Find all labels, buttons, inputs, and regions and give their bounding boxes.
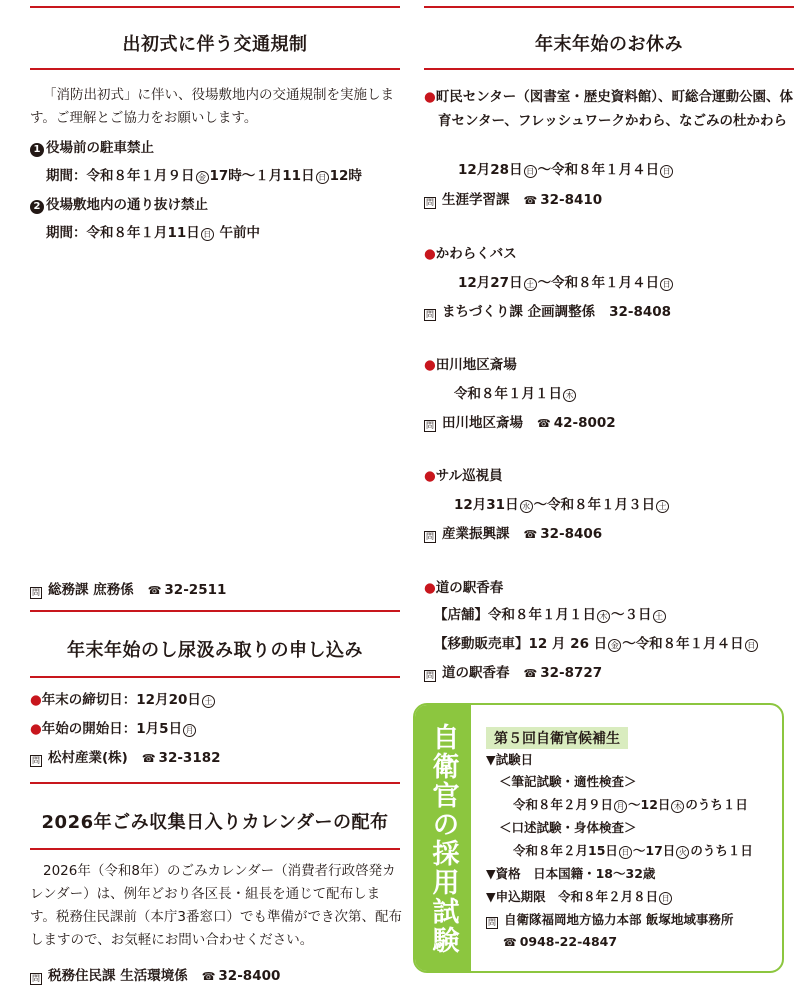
phone-number: ☎ 32-8400	[202, 966, 281, 987]
divider	[30, 6, 400, 8]
bullet-icon: ●	[424, 246, 436, 262]
sdf-title: 第５回自衛官候補生	[486, 727, 628, 749]
weekday-badge: 月	[183, 724, 196, 737]
bullet-icon: ●	[30, 692, 42, 708]
weekday-badge: 木	[597, 610, 610, 623]
divider	[30, 676, 400, 678]
divider	[30, 68, 400, 70]
nightsoil-title: 年末年始のし尿汲み取りの申し込み	[67, 640, 363, 661]
weekday-badge: 木	[563, 389, 576, 402]
phone-number: ☎ 32-2511	[148, 580, 227, 601]
weekday-badge: 火	[676, 846, 689, 859]
weekday-badge: 日	[201, 228, 214, 241]
block5-contact: 問 道の駅香春☎ 32-8727	[424, 663, 602, 684]
traffic-title: 出初式に伴う交通規制	[122, 34, 308, 55]
sdf-written-label: ＜筆記試験・適性検査＞	[499, 774, 637, 789]
block5-shop: 【店舗】令和８年１月１日 木 ～３日 土	[434, 605, 667, 625]
block2-date: 12月27日 土 ～令和８年１月４日 日	[458, 273, 674, 293]
inquiry-icon: 問	[32, 588, 40, 597]
number-2-icon: 2	[30, 200, 44, 214]
block1-date: 12月28日 日 ～令和８年１月４日 日	[458, 160, 674, 180]
bullet-icon: ●	[424, 468, 436, 484]
block2-name: ●かわらくバス	[424, 246, 517, 262]
calendar-body: 2026年（令和8年）のごみカレンダー（消費者行政啓発カレンダー）は、例年どおり各区長・組長を通じて配布します。税務住民課前（本庁3番窓口）でも準備ができ次第、配布しますので、お気軽にお問い合わせください。	[30, 863, 403, 948]
weekday-badge: 土	[653, 610, 666, 623]
block5-mobile: 【移動販売車】12 月 26 日 金 ～令和８年１月４日 日	[434, 634, 759, 654]
traffic-item-1-period: 期間：令和８年１月９日 金 17時～１月11日 日 12時	[46, 168, 362, 184]
weekday-badge: 日	[660, 278, 673, 291]
inquiry-icon: 問	[488, 918, 496, 927]
weekday-badge: 日	[660, 165, 673, 178]
divider	[30, 848, 400, 850]
traffic-item-1: 1 役場前の駐車禁止	[30, 138, 154, 158]
block4-date: 12月31日 水 ～令和８年１月３日 土	[454, 495, 670, 515]
sdf-side-title	[415, 705, 471, 971]
sdf-exam-label: ▼試験日	[486, 752, 534, 767]
calendar-contact: 問 税務住民課 生活環境係☎ 32-8400	[30, 966, 280, 987]
holiday-title: 年末年始のお休み	[535, 34, 683, 55]
weekday-badge: 水	[520, 500, 533, 513]
sdf-deadline: ▼申込期限 令和８年２月８日 日	[486, 888, 673, 906]
phone-number: ☎ 32-8727	[524, 663, 603, 684]
weekday-badge: 月	[614, 800, 627, 813]
inquiry-icon: 問	[426, 421, 434, 430]
inquiry-icon: 問	[32, 974, 40, 983]
block3-contact: 問 田川地区斎場☎ 42-8002	[424, 413, 616, 434]
phone-number: ☎ 32-3182	[142, 748, 221, 769]
block5-name: ●道の駅香春	[424, 580, 504, 596]
weekday-badge: 日	[524, 165, 537, 178]
weekday-badge: 土	[202, 695, 215, 708]
traffic-contact: 問 総務課 庶務係☎ 32-2511	[30, 580, 226, 601]
phone-number: ☎ 32-8406	[524, 524, 603, 545]
weekday-badge: 日	[619, 846, 632, 859]
weekday-badge: 日	[659, 892, 672, 905]
inquiry-icon: 問	[426, 671, 434, 680]
weekday-badge: 日	[316, 171, 329, 184]
inquiry-icon: 問	[426, 532, 434, 541]
nightsoil-line-1: ●年末の締切日：12月20日 土	[30, 690, 216, 710]
sdf-written-date: 令和８年２月９日 月 ～12日 木 のうち１日	[513, 797, 748, 812]
sdf-contact: 問 自衛隊福岡地方協力本部 飯塚地域事務所	[488, 912, 734, 927]
sdf-oral-label: ＜口述試験・身体検査＞	[499, 820, 637, 835]
nightsoil-contact: 問 松村産業(株)☎ 32-3182	[30, 748, 221, 769]
weekday-badge: 金	[196, 171, 209, 184]
block4-contact: 問 産業振興課☎ 32-8406	[424, 524, 602, 545]
sdf-phone: ☎ 0948-22-4847	[503, 933, 617, 952]
sdf-oral-date: 令和８年２月15日 日 ～17日 火 のうち１日	[513, 843, 753, 858]
divider	[424, 6, 794, 8]
traffic-body: 「消防出初式」に伴い、役場敷地内の交通規制を実施します。ご理解とご協力をお願いします。	[30, 87, 394, 126]
block1-name: ●町民センター（図書室・歴史資料館）、町総合運動公園、体育センター、フレッシュワークかわら、なごみの杜かわら	[424, 89, 793, 129]
sdf-qualification: ▼資格 日本国籍・18～32歳	[486, 866, 656, 881]
block4-name: ●サル巡視員	[424, 468, 503, 484]
inquiry-icon: 問	[32, 756, 40, 765]
number-1-icon: 1	[30, 143, 44, 157]
divider	[424, 68, 794, 70]
inquiry-icon: 問	[426, 198, 434, 207]
inquiry-icon: 問	[426, 310, 434, 319]
nightsoil-line-2: ●年始の開始日：1月5日 月	[30, 719, 197, 739]
weekday-badge: 木	[671, 800, 684, 813]
weekday-badge: 金	[608, 639, 621, 652]
block3-name: ●田川地区斎場	[424, 357, 517, 373]
divider	[30, 782, 400, 784]
bullet-icon: ●	[30, 721, 42, 737]
sdf-side-title-text: 自衛官の採用試験	[427, 723, 459, 955]
weekday-badge: 土	[656, 500, 669, 513]
sdf-recruitment-box	[413, 703, 784, 973]
weekday-badge: 日	[745, 639, 758, 652]
traffic-item-2: 2 役場敷地内の通り抜け禁止	[30, 195, 208, 215]
bullet-icon: ●	[424, 357, 436, 373]
traffic-item-2-period: 期間：令和８年１月11日 日 午前中	[46, 225, 260, 241]
phone-number: ☎ 32-8410	[524, 190, 603, 211]
divider	[30, 610, 400, 612]
block1-contact: 問 生涯学習課☎ 32-8410	[424, 190, 602, 211]
weekday-badge: 土	[524, 278, 537, 291]
phone-number: ☎ 42-8002	[537, 413, 616, 434]
block3-date: 令和８年１月１日 木	[454, 384, 577, 404]
block2-contact: 問 まちづくり課 企画調整係 32-8408	[426, 304, 672, 320]
phone-number: 32-8408	[609, 304, 672, 320]
bullet-icon: ●	[424, 89, 436, 105]
bullet-icon: ●	[424, 580, 436, 596]
calendar-title: 2026年ごみ収集日入りカレンダーの配布	[41, 812, 389, 833]
